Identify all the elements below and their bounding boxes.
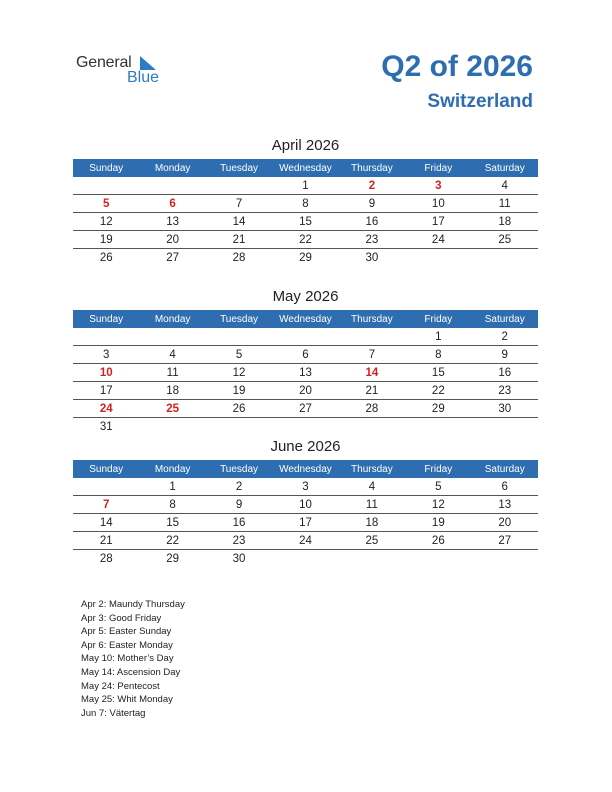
holiday-note: Apr 3: Good Friday: [81, 612, 162, 624]
weekday-label: Wednesday: [279, 313, 332, 325]
day-cell: 9: [501, 348, 508, 361]
week-row: [73, 249, 538, 266]
day-cell: 14: [99, 516, 113, 529]
weekday-label: Monday: [154, 463, 191, 475]
weekday-label: Friday: [424, 463, 453, 475]
weekday-label: Thursday: [351, 463, 393, 475]
weekday-label: Friday: [424, 313, 453, 325]
logo: [76, 52, 176, 88]
day-cell: 11: [166, 366, 179, 379]
day-cell: 30: [232, 552, 246, 565]
day-cell: 25: [365, 534, 379, 547]
holiday-day-cell: 6: [169, 197, 176, 210]
day-cell: 6: [501, 480, 508, 493]
month-title: May 2026: [272, 288, 339, 305]
day-cell: 12: [99, 215, 113, 228]
week-row: [73, 496, 538, 514]
weekday-label: Friday: [424, 162, 453, 174]
day-cell: 6: [302, 348, 309, 361]
week-row: [73, 550, 538, 567]
day-cell: 27: [498, 534, 512, 547]
day-cell: 30: [365, 251, 379, 264]
weekday-label: Saturday: [484, 463, 525, 475]
week-row: [73, 231, 538, 249]
day-cell: 10: [431, 197, 445, 210]
holiday-note: May 14: Ascension Day: [81, 666, 181, 678]
day-cell: 4: [368, 480, 376, 493]
holiday-day-cell: 3: [435, 179, 442, 192]
day-cell: 3: [302, 480, 309, 493]
holiday-day-cell: 2: [368, 179, 376, 192]
day-cell: 1: [435, 330, 442, 343]
holiday-note: Apr 2: Maundy Thursday: [81, 599, 185, 610]
day-cell: 27: [166, 251, 180, 264]
month-title: April 2026: [271, 137, 340, 154]
day-cell: 1: [302, 179, 309, 192]
week-row: [73, 177, 538, 195]
day-cell: 12: [431, 498, 445, 511]
day-cell: 7: [368, 348, 376, 361]
day-cell: 22: [166, 534, 180, 547]
holiday-notes: [81, 598, 185, 720]
day-cell: 11: [365, 498, 378, 511]
day-cell: 15: [166, 516, 180, 529]
day-cell: 20: [166, 233, 180, 246]
holiday-note: May 10: Mother’s Day: [81, 653, 174, 665]
holiday-day-cell: 14: [365, 366, 379, 379]
day-cell: 24: [299, 534, 312, 547]
day-cell: 7: [235, 197, 243, 210]
day-cell: 9: [368, 197, 376, 210]
day-cell: 28: [365, 402, 379, 415]
weekday-label: Monday: [154, 162, 191, 174]
weekday-label: Saturday: [484, 162, 525, 174]
day-cell: 17: [299, 516, 312, 529]
day-cell: 8: [169, 498, 176, 511]
page-title: Q2 of 2026: [381, 50, 533, 83]
day-cell: 26: [431, 534, 445, 547]
day-cell: 18: [365, 516, 379, 529]
day-cell: 19: [232, 384, 246, 397]
day-cell: 30: [498, 402, 512, 415]
day-cell: 13: [299, 366, 312, 379]
day-cell: 21: [365, 384, 379, 397]
day-cell: 14: [232, 215, 246, 228]
holiday-day-cell: 5: [103, 197, 110, 210]
day-cell: 22: [431, 384, 445, 397]
day-cell: 2: [501, 330, 508, 343]
month-calendar-june: [73, 438, 538, 567]
weekday-label: Tuesday: [220, 463, 259, 475]
day-cell: 15: [299, 215, 312, 228]
weekday-label: Saturday: [484, 313, 525, 325]
day-cell: 29: [166, 552, 180, 565]
day-cell: 13: [498, 498, 512, 511]
holiday-note: Apr 6: Easter Monday: [81, 639, 173, 651]
day-cell: 20: [498, 516, 512, 529]
weekday-label: Sunday: [89, 463, 124, 475]
holiday-day-cell: 7: [103, 498, 110, 511]
day-cell: 18: [498, 215, 512, 228]
week-row: [73, 382, 538, 400]
logo-general-text: General: [76, 54, 132, 71]
day-cell: 21: [232, 233, 246, 246]
day-cell: 26: [232, 402, 246, 415]
day-cell: 24: [431, 233, 445, 246]
weekday-label: Sunday: [89, 162, 124, 174]
day-cell: 11: [498, 197, 511, 210]
day-cell: 9: [235, 498, 243, 511]
weekday-label: Sunday: [89, 313, 124, 325]
day-cell: 21: [99, 534, 113, 547]
weekday-label: Wednesday: [279, 463, 332, 475]
day-cell: 8: [302, 197, 309, 210]
day-cell: 5: [435, 480, 442, 493]
day-cell: 16: [498, 366, 512, 379]
weekday-header: [73, 159, 538, 177]
logo-blue-text: Blue: [127, 69, 160, 86]
holiday-day-cell: 10: [99, 366, 113, 379]
day-cell: 20: [299, 384, 312, 397]
day-cell: 23: [498, 384, 512, 397]
day-cell: 28: [99, 552, 113, 565]
day-cell: 17: [99, 384, 113, 397]
week-row: [73, 195, 538, 213]
day-cell: 19: [99, 233, 113, 246]
day-cell: 19: [431, 516, 445, 529]
day-cell: 23: [365, 233, 379, 246]
weekday-label: Monday: [154, 313, 191, 325]
day-cell: 1: [169, 480, 176, 493]
day-cell: 16: [232, 516, 246, 529]
day-cell: 31: [99, 420, 113, 433]
country-subtitle: Switzerland: [427, 91, 533, 112]
month-calendar-may: [73, 288, 538, 435]
weekday-header: [73, 310, 538, 328]
week-rows: [73, 478, 538, 567]
day-cell: 10: [299, 498, 312, 511]
weekday-header: [73, 460, 538, 478]
holiday-note: May 25: Whit Monday: [81, 694, 173, 706]
weekday-label: Wednesday: [279, 162, 332, 174]
week-rows: [73, 328, 538, 435]
week-row: [73, 364, 538, 382]
weekday-label: Thursday: [351, 313, 393, 325]
day-cell: 16: [365, 215, 379, 228]
day-cell: 28: [232, 251, 246, 264]
week-row: [73, 213, 538, 231]
weekday-label: Thursday: [351, 162, 393, 174]
holiday-note: Jun 7: Vätertag: [81, 707, 146, 719]
holiday-note: May 24: Pentecost: [81, 680, 160, 692]
logo-triangle-icon: [140, 56, 156, 70]
day-cell: 8: [435, 348, 442, 361]
day-cell: 17: [431, 215, 445, 228]
day-cell: 4: [501, 179, 508, 192]
week-row: [73, 346, 538, 364]
day-cell: 23: [232, 534, 246, 547]
holiday-note: Apr 5: Easter Sunday: [81, 626, 172, 638]
week-row: [73, 478, 538, 496]
month-calendar-april: [73, 137, 538, 266]
day-cell: 26: [99, 251, 113, 264]
day-cell: 4: [169, 348, 176, 361]
week-row: [73, 418, 538, 435]
holiday-day-cell: 25: [166, 402, 180, 415]
week-row: [73, 514, 538, 532]
day-cell: 22: [299, 233, 312, 246]
day-cell: 25: [498, 233, 512, 246]
holiday-day-cell: 24: [99, 402, 113, 415]
day-cell: 29: [299, 251, 312, 264]
day-cell: 13: [166, 215, 180, 228]
day-cell: 29: [431, 402, 445, 415]
day-cell: 3: [103, 348, 110, 361]
day-cell: 27: [299, 402, 312, 415]
day-cell: 5: [235, 348, 243, 361]
weekday-label: Tuesday: [220, 162, 259, 174]
day-cell: 2: [235, 480, 243, 493]
month-title: June 2026: [270, 438, 341, 455]
week-rows: [73, 177, 538, 266]
week-row: [73, 532, 538, 550]
weekday-label: Tuesday: [220, 313, 259, 325]
day-cell: 18: [166, 384, 180, 397]
day-cell: 12: [232, 366, 246, 379]
day-cell: 15: [431, 366, 445, 379]
week-row: [73, 400, 538, 418]
week-row: [73, 328, 538, 346]
